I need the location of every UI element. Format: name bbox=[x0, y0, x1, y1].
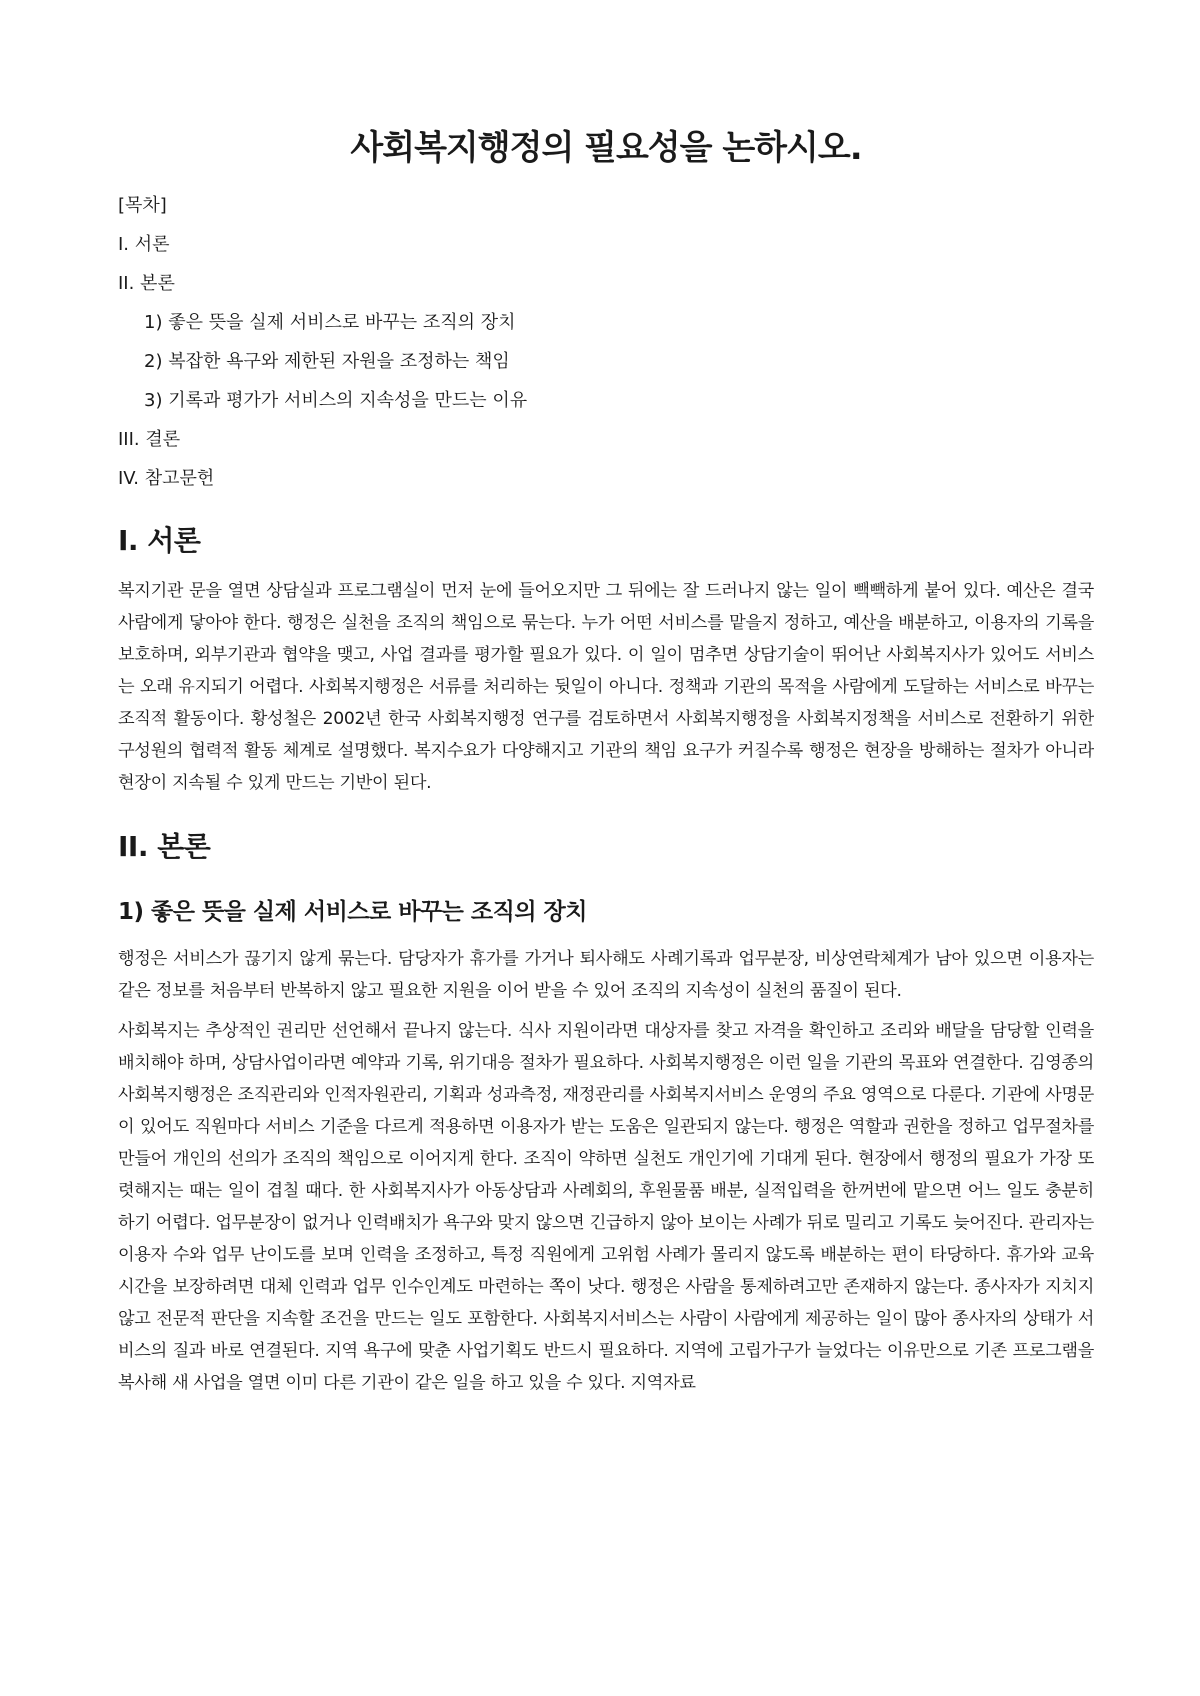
toc-item-body-2: 2) 복잡한 욕구와 제한된 자원을 조정하는 책임 bbox=[144, 351, 510, 372]
table-of-contents bbox=[118, 192, 1094, 493]
toc-item-body: II. 본론 bbox=[118, 273, 175, 294]
body-sub1-paragraph-1: 행정은 서비스가 끊기지 않게 묶는다. 담당자가 휴가를 가거나 퇴사해도 사례기록과 업무분장, 비상연락체계가 남아 있으면 이용자는 같은 정보를 처음부터 반복하지 않고 필요한 지원을 이어 받을 수 있어 조직의 지속성이 실천의 품질이 된다. bbox=[118, 949, 1094, 1001]
toc-item-body-3: 3) 기록과 평가가 서비스의 지속성을 만드는 이유 bbox=[144, 390, 528, 411]
toc-item-references: IV. 참고문헌 bbox=[118, 468, 215, 489]
document-page bbox=[118, 0, 1094, 1696]
document-title: 사회복지행정의 필요성을 논하시오. bbox=[350, 128, 862, 168]
toc-heading: [목차] bbox=[118, 195, 167, 216]
intro-heading: I. 서론 bbox=[118, 524, 201, 557]
toc-item-intro: I. 서론 bbox=[118, 234, 170, 255]
intro-paragraph: 복지기관 문을 열면 상담실과 프로그램실이 먼저 눈에 들어오지만 그 뒤에는 잘 드러나지 않는 일이 빽빽하게 붙어 있다. 예산은 결국 사람에게 닿아야 한다. 행정은 실천을 조직의 책임으로 묶는다. 누가 어떤 서비스를 맡을지 정하고, 예산을 배분하고, 이용자의 기록을 보호하며, 외부기관과 협약을 맺고, 사업 결과를 평가할 필요가 있다. 이 일이 멈추면 상담기술이 뛰어난 사회복지사가 있어도 서비스는 오래 유지되기 어렵다. 사회복지행정은 서류를 처리하는 뒷일이 아니다. 정책과 기관의 목적을 사람에게 도달하는 서비스로 바꾸는 조직적 활동이다. 황성철은 2002년 한국 사회복지행정 연구를 검토하면서 사회복지행정을 사회복지정책을 서비스로 전환하기 위한 구성원의 협력적 활동 체계로 설명했다. 복지수요가 다양해지고 기관의 책임 요구가 커질수록 행정은 현장을 방해하는 절차가 아니라 현장이 지속될 수 있게 만드는 기반이 된다. bbox=[118, 581, 1094, 793]
body-sub1-paragraph-2: 사회복지는 추상적인 권리만 선언해서 끝나지 않는다. 식사 지원이라면 대상자를 찾고 자격을 확인하고 조리와 배달을 담당할 인력을 배치해야 하며, 상담사업이라면 예약과 기록, 위기대응 절차가 필요하다. 사회복지행정은 이런 일을 기관의 목표와 연결한다. 김영종의 사회복지행정은 조직관리와 인적자원관리, 기획과 성과측정, 재정관리를 사회복지서비스 운영의 주요 영역으로 다룬다. 기관에 사명문이 있어도 직원마다 서비스 기준을 다르게 적용하면 이용자가 받는 도움은 일관되지 않는다. 행정은 역할과 권한을 정하고 업무절차를 만들어 개인의 선의가 조직의 책임으로 이어지게 한다. 조직이 약하면 실천도 개인기에 기대게 된다. 현장에서 행정의 필요가 가장 또렷해지는 때는 일이 겹칠 때다. 한 사회복지사가 아동상담과 사례회의, 후원물품 배분, 실적입력을 한꺼번에 맡으면 어느 일도 충분히 하기 어렵다. 업무분장이 없거나 인력배치가 욕구와 맞지 않으면 긴급하지 않아 보이는 사례가 뒤로 밀리고 기록도 늦어진다. 관리자는 이용자 수와 업무 난이도를 보며 인력을 조정하고, 특정 직원에게 고위험 사례가 몰리지 않도록 배분하는 편이 타당하다. 휴가와 교육시간을 보장하려면 대체 인력과 업무 인수인계도 마련하는 쪽이 낫다. 행정은 사람을 통제하려고만 존재하지 않는다. 종사자가 지치지 않고 전문적 판단을 지속할 조건을 만드는 일도 포함한다. 사회복지서비스는 사람이 사람에게 제공하는 일이 많아 종사자의 상태가 서비스의 질과 바로 연결된다. 지역 욕구에 맞춘 사업기획도 반드시 필요하다. 지역에 고립가구가 늘었다는 이유만으로 기존 프로그램을 복사해 새 사업을 열면 이미 다른 기관이 같은 일을 하고 있을 수 있다. 지역자료 bbox=[118, 1021, 1094, 1393]
toc-item-conclusion: III. 결론 bbox=[118, 429, 181, 450]
body-sub1-heading: 1) 좋은 뜻을 실제 서비스로 바꾸는 조직의 장치 bbox=[118, 899, 587, 925]
toc-item-body-1: 1) 좋은 뜻을 실제 서비스로 바꾸는 조직의 장치 bbox=[144, 312, 516, 333]
body-heading: II. 본론 bbox=[118, 830, 211, 863]
